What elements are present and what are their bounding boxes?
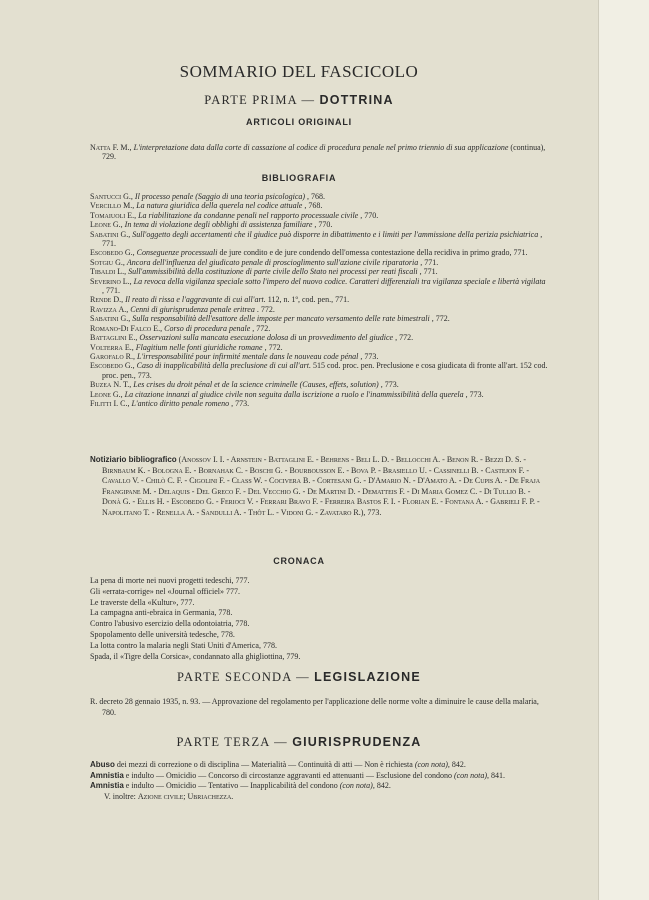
list-item [90, 258, 548, 267]
notiziario-paragraph [90, 455, 548, 519]
entry-text: e indulto — Omicidio — Concorso di circostanze aggravanti ed attenuanti — Esclusione del condono [125, 770, 452, 780]
part-one-label: DOTTRINA [319, 93, 394, 107]
cronaca-heading: CRONACA [273, 556, 325, 566]
entry-author: Sabatini G., [90, 229, 131, 239]
entry-title: Sull'ammissibilità della costituzione di parte civile dello Stato nei processi per reati fiscali [128, 267, 418, 277]
entry-rest: , 768. [304, 201, 323, 211]
legislazione-paragraph [90, 697, 548, 718]
list-item [90, 295, 548, 304]
list-item: Gli «errata-corrige» nel «Journal officiel» 777. [90, 586, 241, 596]
entry-rest: de jure condito e de jure condendo dell'omessa contestazione della recidiva in primo grado, 771. [219, 248, 528, 258]
entry-author: Romano-Di Falco E., [90, 323, 163, 333]
entry-rest: , 772. [252, 323, 271, 333]
entry-page: , 842. [372, 781, 391, 790]
entry-rest: 112, n. 1º, cod. pen., 771. [267, 295, 350, 305]
list-item [90, 380, 548, 389]
entry-title: Conseguenze processuali [136, 248, 218, 258]
entry-rest: , 770. [314, 220, 333, 230]
part-one-prefix: PARTE PRIMA — [204, 93, 316, 107]
entry-title: Les crises du droit pénal et de la science criminelle (Causes, effets, solution) [133, 380, 379, 390]
entry-rest: 515 cod. proc. pen. Preclusione e cosa giudicata di fronte all'art. 152 cod. proc. pen., 773. [102, 361, 548, 380]
notiziario-text: (Anossov I. I. - Arnstein - Battaglini E. - Behrens - Beli L. D. - Bellocchi A. - Benon R. - Bezzi D. S. - Birnbaum K. - Bologna E. - Bornahak C. - Boschi G. - Bourbousson E. - Bova P. - Brasiello U. - Cassinelli B. - Castejon F. - Cavallo V. - Chilò C. F. - Cigolini F. - Class W. - Cocivera B. - Cortesani G. - D'Amario N. - D'Amato A. - De Cupis A. - De Fraja Frangipane M. - Delaquis - Del Greco F. - Del Vecchio G. - De Martini D. - Dematteis F. - Di Maria Gomez C. - Di Tullio B. - Donà G. - Ellis H. - Escobedo G. - Ferioci V. - Ferrari Bravo F. - Ferreira Bastos F. I. - Florian E. - Fontana A. - Gabrieli F. P. - Napolitano T. - Renella A. - Sandulli A. - Thôt L. - Vidoni G. - Zavataro R.), 773. [102, 455, 541, 517]
entry-rest: , 772. [431, 314, 450, 324]
entry-rest: . 772. [256, 304, 275, 314]
entry-rest: , 771. [420, 257, 439, 267]
entry-title: La natura giuridica della querela nel codice attuale [136, 201, 303, 211]
part-two-heading [0, 670, 598, 685]
entry-author: Filitti I. C., [90, 398, 130, 408]
entry-author: Sotgiu G., [90, 257, 125, 267]
list-item: La pena di morte nei nuovi progetti tedeschi, 777. [90, 576, 250, 585]
part-three-heading [0, 735, 598, 750]
entry-head: Abuso [90, 760, 115, 769]
entry-page: , 842. [447, 760, 466, 769]
entry-rest: , 773. [360, 351, 379, 361]
notiziario-label: Notiziario bibliografico [90, 455, 177, 464]
page-gutter [598, 0, 649, 900]
list-item [90, 343, 548, 352]
giurisprudenza-list [90, 760, 548, 802]
entry-text: dei mezzi di correzione o di disciplina — Materialità — Continuità di atti — Non è richiesta [116, 760, 413, 769]
entry-rest: , 773. [465, 389, 484, 399]
entry-author: Garofalo R., [90, 351, 136, 361]
list-item [90, 390, 548, 399]
entry-note: (con nota) [414, 760, 448, 769]
entry-author: Santucci G., [90, 192, 133, 201]
entry-page: , 841. [487, 770, 506, 780]
part-one-heading [0, 93, 598, 108]
entry-rest: , 772. [395, 333, 414, 343]
part-two-prefix: PARTE SECONDA — [177, 670, 310, 684]
list-item [90, 781, 548, 792]
list-item [90, 230, 548, 249]
list-item [90, 277, 548, 296]
part-two-label: LEGISLAZIONE [314, 670, 421, 684]
entry-author: Rende D., [90, 295, 124, 305]
list-item [90, 305, 548, 314]
entry-note: (con nota) [339, 781, 373, 790]
entry-rest: , 768. [307, 192, 326, 201]
list-item [90, 267, 548, 276]
list-item [90, 771, 548, 782]
entry-author: Escobedo G., [90, 361, 135, 371]
list-item [90, 361, 548, 380]
entry-title: Osservazioni sulla mancata esecuzione dolosa di un provvedimento del giudice [139, 333, 394, 343]
articoli-heading: ARTICOLI ORIGINALI [246, 117, 352, 127]
entry-rest: , 773. [231, 398, 250, 408]
list-item [90, 211, 548, 220]
see-also-refs: Azione civile; Ubriachezza. [137, 791, 234, 801]
list-item: La campagna anti-ebraica in Germania, 778. [90, 608, 233, 618]
cronaca-list [90, 576, 548, 662]
list-item [90, 201, 548, 210]
entry-title: La revoca della vigilanza speciale sotto l'impero del nuovo codice. Caratteri differenziali tra vigilanza speciale e libertà vigilata [133, 276, 546, 286]
list-item: Contro l'abusivo esercizio della odontoiatria, 778. [90, 619, 250, 629]
bibliografia-heading: BIBLIOGRAFIA [261, 173, 337, 183]
entry-text: e indulto — Omicidio — Tentativo — Inapplicabilità del condono [125, 781, 338, 790]
entry-author: Vercillo M., [90, 201, 135, 211]
entry-head: Amnistia [90, 781, 124, 790]
entry-title: Ancora dell'influenza del giudicato penale di proscioglimento sull'azione civile riparatoria [126, 257, 419, 267]
part-three-label: GIURISPRUDENZA [292, 735, 422, 749]
entry-author: Sabatini G., [90, 314, 131, 324]
list-item: Spada, il «Tigre della Corsica», condannato alla ghigliottina, 779. [90, 651, 301, 661]
entry-note: (con nota) [453, 770, 488, 780]
list-item: La lotta contro la malaria negli Stati Uniti d'America, 778. [90, 640, 277, 650]
entry-author: Tomaiuoli E., [90, 210, 137, 220]
entry-title: Sulla responsabilità dell'esattore delle imposte per mancato versamento delle rate bimestrali [132, 314, 430, 324]
entry-rest: , 771. [102, 229, 543, 249]
list-item: Le traverste della «Kultur», 777. [90, 597, 195, 607]
list-item [90, 352, 548, 361]
list-item: Spopolamento delle università tedesche, 778. [90, 629, 235, 639]
list-item [90, 760, 548, 771]
entry-author: Buzea N. T., [90, 380, 132, 390]
entry-rest: , 773. [380, 380, 399, 390]
list-item [90, 220, 548, 229]
see-also-prefix: V. inoltre: [104, 791, 136, 801]
list-item [90, 248, 548, 257]
entry-title: La riabilitazione da condanne penali nel rapporto processuale civile [138, 210, 359, 220]
legislazione-text: R. decreto 28 gennaio 1935, n. 93. — Approvazione del regolamento per l'applicazione delle norme volte a diminuire le cause della malaria, 780. [90, 697, 539, 717]
entry-title: Il reato di rissa e l'aggravante di cui all'art. [125, 295, 266, 305]
entry-author: Severino L., [90, 276, 132, 286]
entry-author: Leone G., [90, 389, 123, 399]
entry-title: Il processo penale (Saggio di una teoria psicologica) [134, 192, 306, 201]
entry-title: Caso di inapplicabilità della preclusione di cui all'art. [136, 361, 311, 371]
entry-title: Cenni di giurisprudenza penale eritrea [130, 304, 255, 314]
entry-rest: , 771. [419, 267, 438, 277]
entry-head: Amnistia [90, 770, 124, 780]
list-item [90, 399, 548, 408]
articoli-list [90, 143, 548, 162]
see-also [90, 792, 548, 803]
entry-author: Leone G., [90, 220, 123, 230]
entry-title: L'antico diritto penale romeno [131, 398, 230, 408]
entry-author: Battaglini E., [90, 333, 138, 343]
list-item: Natta F. M., L'interpretazione data dalla corte di cassazione al codice di procedura penale nel primo triennio di sua applicazione (continua), 729. [90, 143, 546, 162]
part-three-prefix: PARTE TERZA — [176, 735, 288, 749]
entry-title: In tema di violazione degli obblighi di assistenza familiare [124, 220, 313, 230]
entry-title: La citazione innanzi al giudice civile non seguita dalla iscrizione a ruolo e l'inammissibilità della querela [124, 389, 464, 399]
list-item [90, 314, 548, 323]
entry-author: Escobedo G., [90, 248, 135, 258]
list-item [90, 324, 548, 333]
entry-rest: , 771. [102, 286, 120, 296]
entry-rest: , 772. [264, 342, 283, 352]
page-title: SOMMARIO DEL FASCICOLO [179, 62, 419, 81]
list-item [90, 192, 548, 201]
entry-title: Corso di procedura penale [164, 323, 251, 333]
list-item [90, 333, 548, 342]
entry-title: Sull'oggetto degli accertamenti che il giudice può disporre in dibattimento e i limiti per l'ammissione della perizia psichiatrica [132, 229, 539, 239]
bibliografia-list [90, 192, 548, 408]
entry-title: Flagitium nelle fonti giuridiche romane [135, 342, 263, 352]
entry-author: Tibaldi L., [90, 267, 127, 277]
entry-author: Ravizza A., [90, 304, 129, 314]
entry-title: L'irresponsabilité pour infirmité mentale dans le nouveau code pénal [137, 351, 359, 361]
entry-author: Volterra E., [90, 342, 134, 352]
entry-rest: , 770. [360, 210, 379, 220]
